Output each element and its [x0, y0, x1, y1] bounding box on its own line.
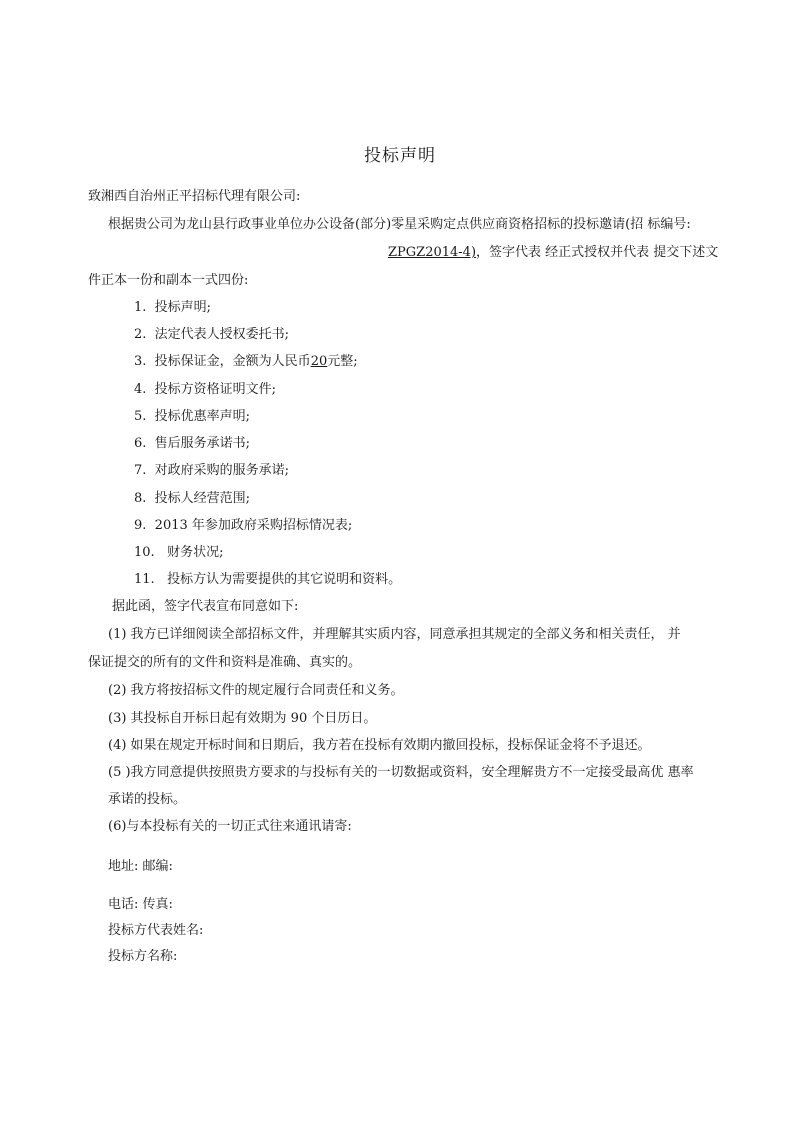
list-item-number: 5.	[134, 409, 147, 424]
intro-line-1: 根据贵公司为龙山县行政事业单位办公设备(部分)零星采购定点供应商资格招标的投标邀请(招 标编号:	[108, 217, 691, 232]
addressee: 致湘西自治州正平招标代理有限公司:	[88, 189, 301, 204]
list-item-text: 投标保证金，金额为人民币	[154, 354, 311, 369]
clause-2: (2) 我方将按招标文件的规定履行合同责任和义务。	[108, 683, 404, 698]
address-field: 地址: 邮编:	[108, 859, 173, 874]
list-item	[134, 571, 401, 589]
list-item-number: 8.	[134, 491, 147, 506]
list-item-text: 对政府采购的服务承诺;	[154, 463, 290, 478]
list-item	[134, 408, 250, 426]
phone-field: 电话: 传真:	[108, 897, 173, 912]
list-item-text: 投标方认为需要提供的其它说明和资料。	[167, 572, 402, 587]
list-item-text: 投标声明;	[154, 300, 212, 315]
list-item	[134, 435, 250, 453]
list-item-text: 法定代表人授权委托书;	[154, 327, 290, 342]
clause-6: (6)与本投标有关的一切正式往来通讯请寄:	[108, 819, 352, 834]
intro-line-3: 件正本一份和副本一式四份:	[88, 273, 249, 288]
list-item	[134, 462, 289, 480]
list-item-number: 3.	[134, 354, 147, 369]
intro-line-2-rest: ，签字代表 经正式授权并代表 提交下述文	[476, 245, 719, 260]
list-item-text: 投标人经营范围;	[154, 491, 251, 506]
clause-3: (3) 其投标自开标日起有效期为 90 个日历日。	[108, 711, 377, 726]
list-item	[134, 490, 250, 508]
document-title: 投标声明	[364, 146, 436, 166]
list-item	[134, 517, 352, 535]
clause-5-line-2: 承诺的投标。	[108, 792, 187, 807]
declaration-intro: 据此函，签字代表宣布同意如下:	[112, 599, 299, 614]
intro-line-2	[388, 244, 718, 262]
list-item-text: 财务状况;	[167, 545, 224, 560]
list-item	[134, 326, 289, 344]
list-item-number: 7.	[134, 463, 147, 478]
list-item-text: 2013 年参加政府采购招标情况表;	[154, 518, 353, 533]
list-item-number: 10.	[134, 545, 155, 560]
list-item-number: 11.	[134, 572, 155, 587]
clause-5-line-1: (5 )我方同意提供按照贵方要求的与投标有关的一切数据或资料，安全理解贵方不一定接受最高优 惠率	[108, 765, 694, 780]
list-item-text: 投标优惠率声明;	[154, 409, 251, 424]
list-item-number: 6.	[134, 436, 147, 451]
list-item	[134, 381, 276, 399]
list-item-number: 4.	[134, 382, 147, 397]
list-item-text: 售后服务承诺书;	[154, 436, 251, 451]
list-item-text-end: 元整;	[327, 354, 358, 369]
list-item	[134, 544, 223, 562]
representative-name-field: 投标方代表姓名:	[108, 923, 204, 938]
list-item-number: 2.	[134, 327, 147, 342]
bidder-name-field: 投标方名称:	[108, 949, 178, 964]
list-item	[134, 299, 211, 317]
list-item	[134, 353, 358, 371]
list-item-number: 9.	[134, 518, 147, 533]
clause-1-line-1: (1) 我方已详细阅读全部招标文件，并理解其实质内容，同意承担其规定的全部义务和相关责任， 并	[108, 627, 681, 642]
list-item-number: 1.	[134, 300, 147, 315]
clause-1-line-2: 保证提交的所有的文件和资料是准确、真实的。	[88, 655, 362, 670]
bid-code: ZPGZ2014-4)	[388, 245, 477, 260]
deposit-amount: 20	[310, 354, 328, 369]
clause-4: (4) 如果在规定开标时间和日期后，我方若在投标有效期内撤回投标，投标保证金将不予退还。	[108, 738, 651, 753]
list-item-text: 投标方资格证明文件;	[154, 382, 277, 397]
